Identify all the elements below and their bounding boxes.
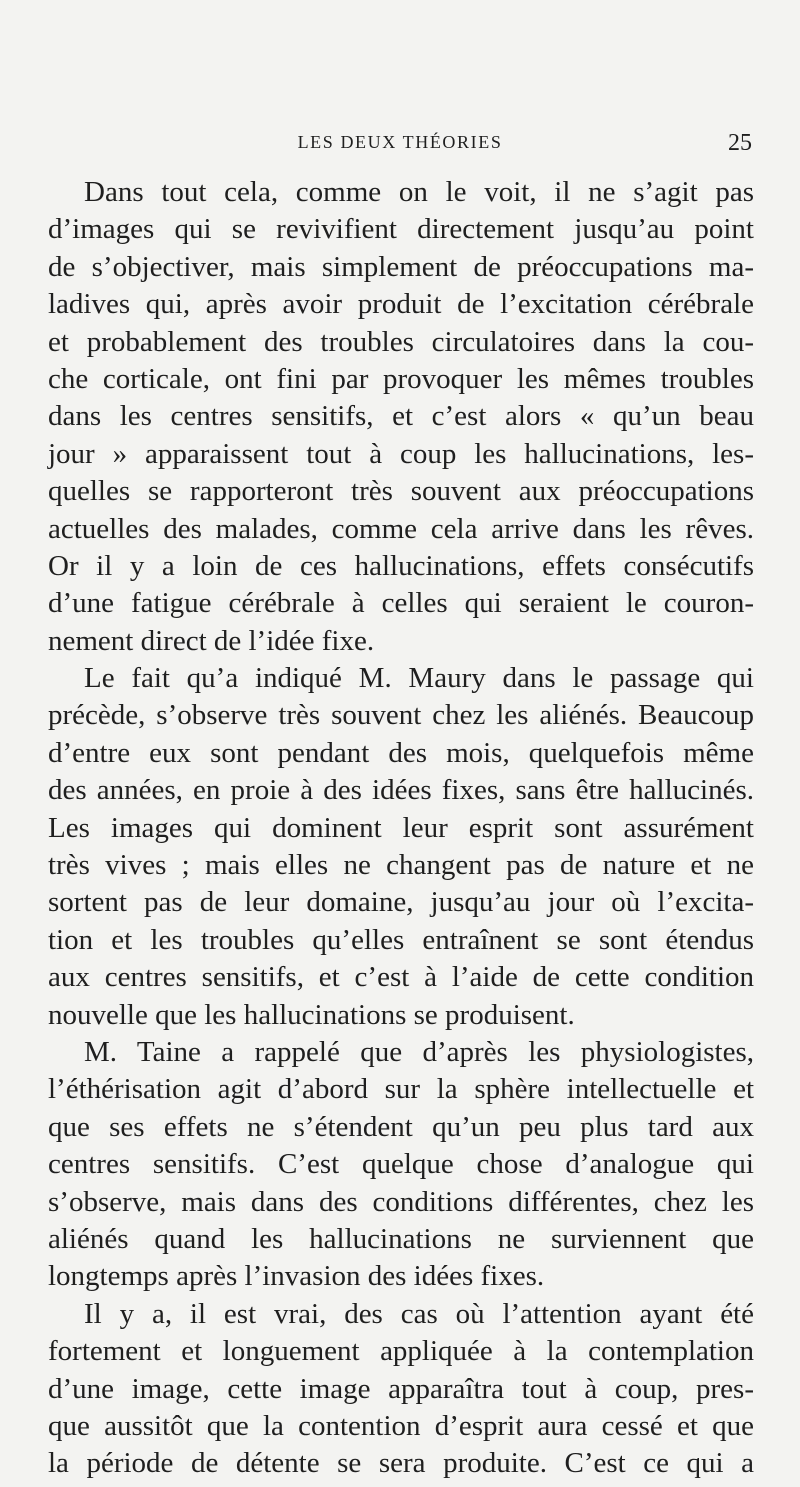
text-line: centres sensitifs. C’est quelque chose d’analogue qui	[48, 1148, 754, 1181]
text-line: d’une image, cette image apparaîtra tout à coup, pres-	[48, 1372, 754, 1405]
text-line: sortent pas de leur domaine, jusqu’au jour où l’excita-	[48, 886, 754, 919]
text-line: aux centres sensitifs, et c’est à l’aide de cette condition	[48, 961, 754, 994]
text-line: s’observe, mais dans des conditions différentes, chez les	[48, 1185, 754, 1218]
text-line: de s’objectiver, mais simplement de préoccupations ma-	[48, 250, 754, 283]
text-line: fortement et longuement appliquée à la contemplation	[48, 1335, 754, 1368]
text-line: nouvelle que les hallucinations se produisent.	[48, 998, 575, 1031]
text-line: che corticale, ont fini par provoquer les mêmes troubles	[48, 362, 754, 395]
page-number: 25	[728, 130, 752, 156]
text-line: tion et les troubles qu’elles entraînent se sont étendus	[48, 923, 754, 956]
text-line: des années, en proie à des idées fixes, sans être hallucinés.	[48, 774, 754, 807]
text-line: précède, s’observe très souvent chez les aliénés. Beaucoup	[48, 699, 754, 732]
text-line: quelles se rapporteront très souvent aux préoccupations	[48, 475, 754, 508]
text-line: Il y a, il est vrai, des cas où l’attention ayant été	[84, 1297, 754, 1330]
text-line: aliénés quand les hallucinations ne surviennent que	[48, 1222, 754, 1255]
text-line: nement direct de l’idée fixe.	[48, 624, 375, 657]
text-line: actuelles des malades, comme cela arrive dans les rêves.	[48, 512, 754, 545]
running-head: LES DEUX THÉORIES	[297, 132, 503, 152]
text-line: Les images qui dominent leur esprit sont assurément	[48, 811, 754, 844]
text-line: longtemps après l’invasion des idées fixes.	[48, 1260, 545, 1293]
text-line: la période de détente se sera produite. C’est ce qui a	[48, 1447, 754, 1480]
text-line: et probablement des troubles circulatoires dans la cou-	[48, 325, 754, 358]
text-line: d’une fatigue cérébrale à celles qui seraient le couron-	[48, 587, 754, 620]
body-text	[48, 174, 754, 1483]
text-line: jour » apparaissent tout à coup les hallucinations, les-	[48, 437, 754, 470]
text-line: que aussitôt que la contention d’esprit aura cessé et que	[48, 1409, 754, 1442]
text-line: que ses effets ne s’étendent qu’un peu plus tard aux	[48, 1110, 754, 1143]
text-line: très vives ; mais elles ne changent pas de nature et ne	[48, 849, 754, 882]
text-line: d’images qui se revivifient directement jusqu’au point	[48, 213, 754, 246]
text-line: Le fait qu’a indiqué M. Maury dans le passage qui	[84, 662, 754, 695]
text-line: l’éthérisation agit d’abord sur la sphère intellectuelle et	[48, 1073, 754, 1106]
text-line: ladives qui, après avoir produit de l’excitation cérébrale	[48, 288, 754, 321]
text-line: M. Taine a rappelé que d’après les physiologistes,	[84, 1035, 754, 1068]
text-line: dans les centres sensitifs, et c’est alors « qu’un beau	[48, 400, 754, 433]
text-line: Or il y a loin de ces hallucinations, effets consécutifs	[48, 549, 754, 582]
text-line: Dans tout cela, comme on le voit, il ne s’agit pas	[84, 176, 754, 208]
page-header	[48, 130, 752, 160]
text-line: d’entre eux sont pendant des mois, quelquefois même	[48, 736, 754, 769]
